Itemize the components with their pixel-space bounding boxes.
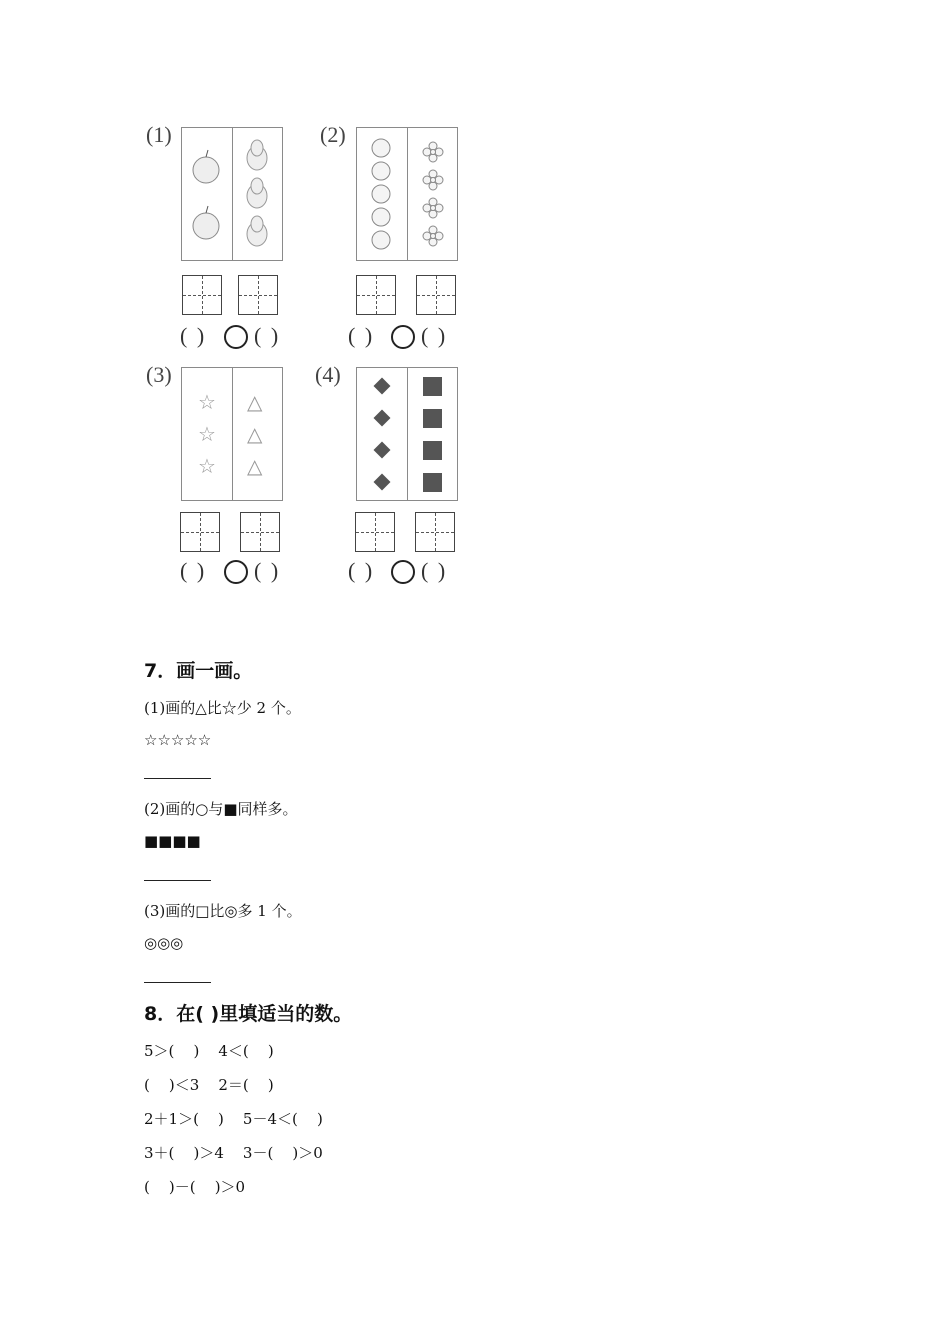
- answer-box[interactable]: [415, 512, 455, 552]
- apple-icon: [193, 150, 219, 239]
- triangle-icon: △: [247, 390, 263, 414]
- q7-part2: (2)画的○与■同样多。: [144, 800, 298, 818]
- panel-4: [356, 367, 458, 501]
- compare-paren-left[interactable]: ( ): [180, 558, 207, 583]
- panel-1: [181, 127, 283, 261]
- square-icon: [423, 473, 442, 492]
- compare-circle[interactable]: [391, 325, 415, 349]
- compare-circle[interactable]: [391, 560, 415, 584]
- q7-part1-answer-line[interactable]: [144, 778, 211, 779]
- star-icon: ☆: [198, 422, 216, 446]
- compare-circle[interactable]: [224, 325, 248, 349]
- compare-paren-left[interactable]: ( ): [348, 323, 375, 348]
- compare-paren-right[interactable]: ( ): [421, 323, 448, 348]
- compare-paren-right[interactable]: ( ): [421, 558, 448, 583]
- square-icon: [423, 441, 442, 460]
- pear-icon: [247, 140, 267, 246]
- panel-2-label: (2): [320, 122, 346, 147]
- q8-title: 8．在( )里填适当的数。: [144, 1003, 353, 1025]
- triangle-icon: △: [247, 454, 263, 478]
- answer-box[interactable]: [240, 512, 280, 552]
- answer-box[interactable]: [238, 275, 278, 315]
- peach-flower-drawing: [357, 128, 457, 260]
- panel-3-label: (3): [146, 362, 172, 387]
- compare-paren-left[interactable]: ( ): [180, 323, 207, 348]
- flower-icon: [423, 142, 443, 246]
- star-icon: ☆: [198, 390, 216, 414]
- compare-paren-right[interactable]: ( ): [254, 323, 281, 348]
- star-icon: ☆: [198, 454, 216, 478]
- q7-part3: (3)画的□比◎多 1 个。: [144, 902, 302, 920]
- q8-line: 3＋( )＞4 3－( )＞0: [144, 1144, 323, 1162]
- panel-2: [356, 127, 458, 261]
- q8-line: ( )－( )＞0: [144, 1178, 246, 1196]
- q7-part3-symbols: ◎◎◎: [144, 934, 184, 952]
- q8-line: 2＋1＞( ) 5－4＜( ): [144, 1110, 323, 1128]
- q7-part3-answer-line[interactable]: [144, 982, 211, 983]
- q8-line: 5＞( ) 4＜( ): [144, 1042, 274, 1060]
- panel-1-label: (1): [146, 122, 172, 147]
- square-icon: [423, 377, 442, 396]
- q8-line: ( )＜3 2＝( ): [144, 1076, 274, 1094]
- compare-circle[interactable]: [224, 560, 248, 584]
- comparison-figure: [140, 118, 470, 588]
- diamond-icon: [374, 378, 391, 395]
- diamond-icon: [374, 442, 391, 459]
- compare-paren-left[interactable]: ( ): [348, 558, 375, 583]
- panel-3: [181, 367, 283, 501]
- q7-part1: (1)画的△比☆少 2 个。: [144, 699, 301, 717]
- q7-title: 7．画一画。: [144, 660, 253, 682]
- diamond-icon: [374, 474, 391, 491]
- compare-paren-right[interactable]: ( ): [254, 558, 281, 583]
- q7-part2-symbols: ■■■■: [144, 832, 201, 850]
- diamond-icon: [374, 410, 391, 427]
- triangle-icon: △: [247, 422, 263, 446]
- answer-box[interactable]: [180, 512, 220, 552]
- peach-icon: [372, 139, 390, 249]
- panel-4-label: (4): [315, 362, 341, 387]
- answer-box[interactable]: [356, 275, 396, 315]
- answer-box[interactable]: [416, 275, 456, 315]
- apple-pear-drawing: [182, 128, 282, 260]
- q7-part2-answer-line[interactable]: [144, 880, 211, 881]
- answer-box[interactable]: [355, 512, 395, 552]
- square-icon: [423, 409, 442, 428]
- answer-box[interactable]: [182, 275, 222, 315]
- q7-part1-symbols: ☆☆☆☆☆: [144, 731, 212, 749]
